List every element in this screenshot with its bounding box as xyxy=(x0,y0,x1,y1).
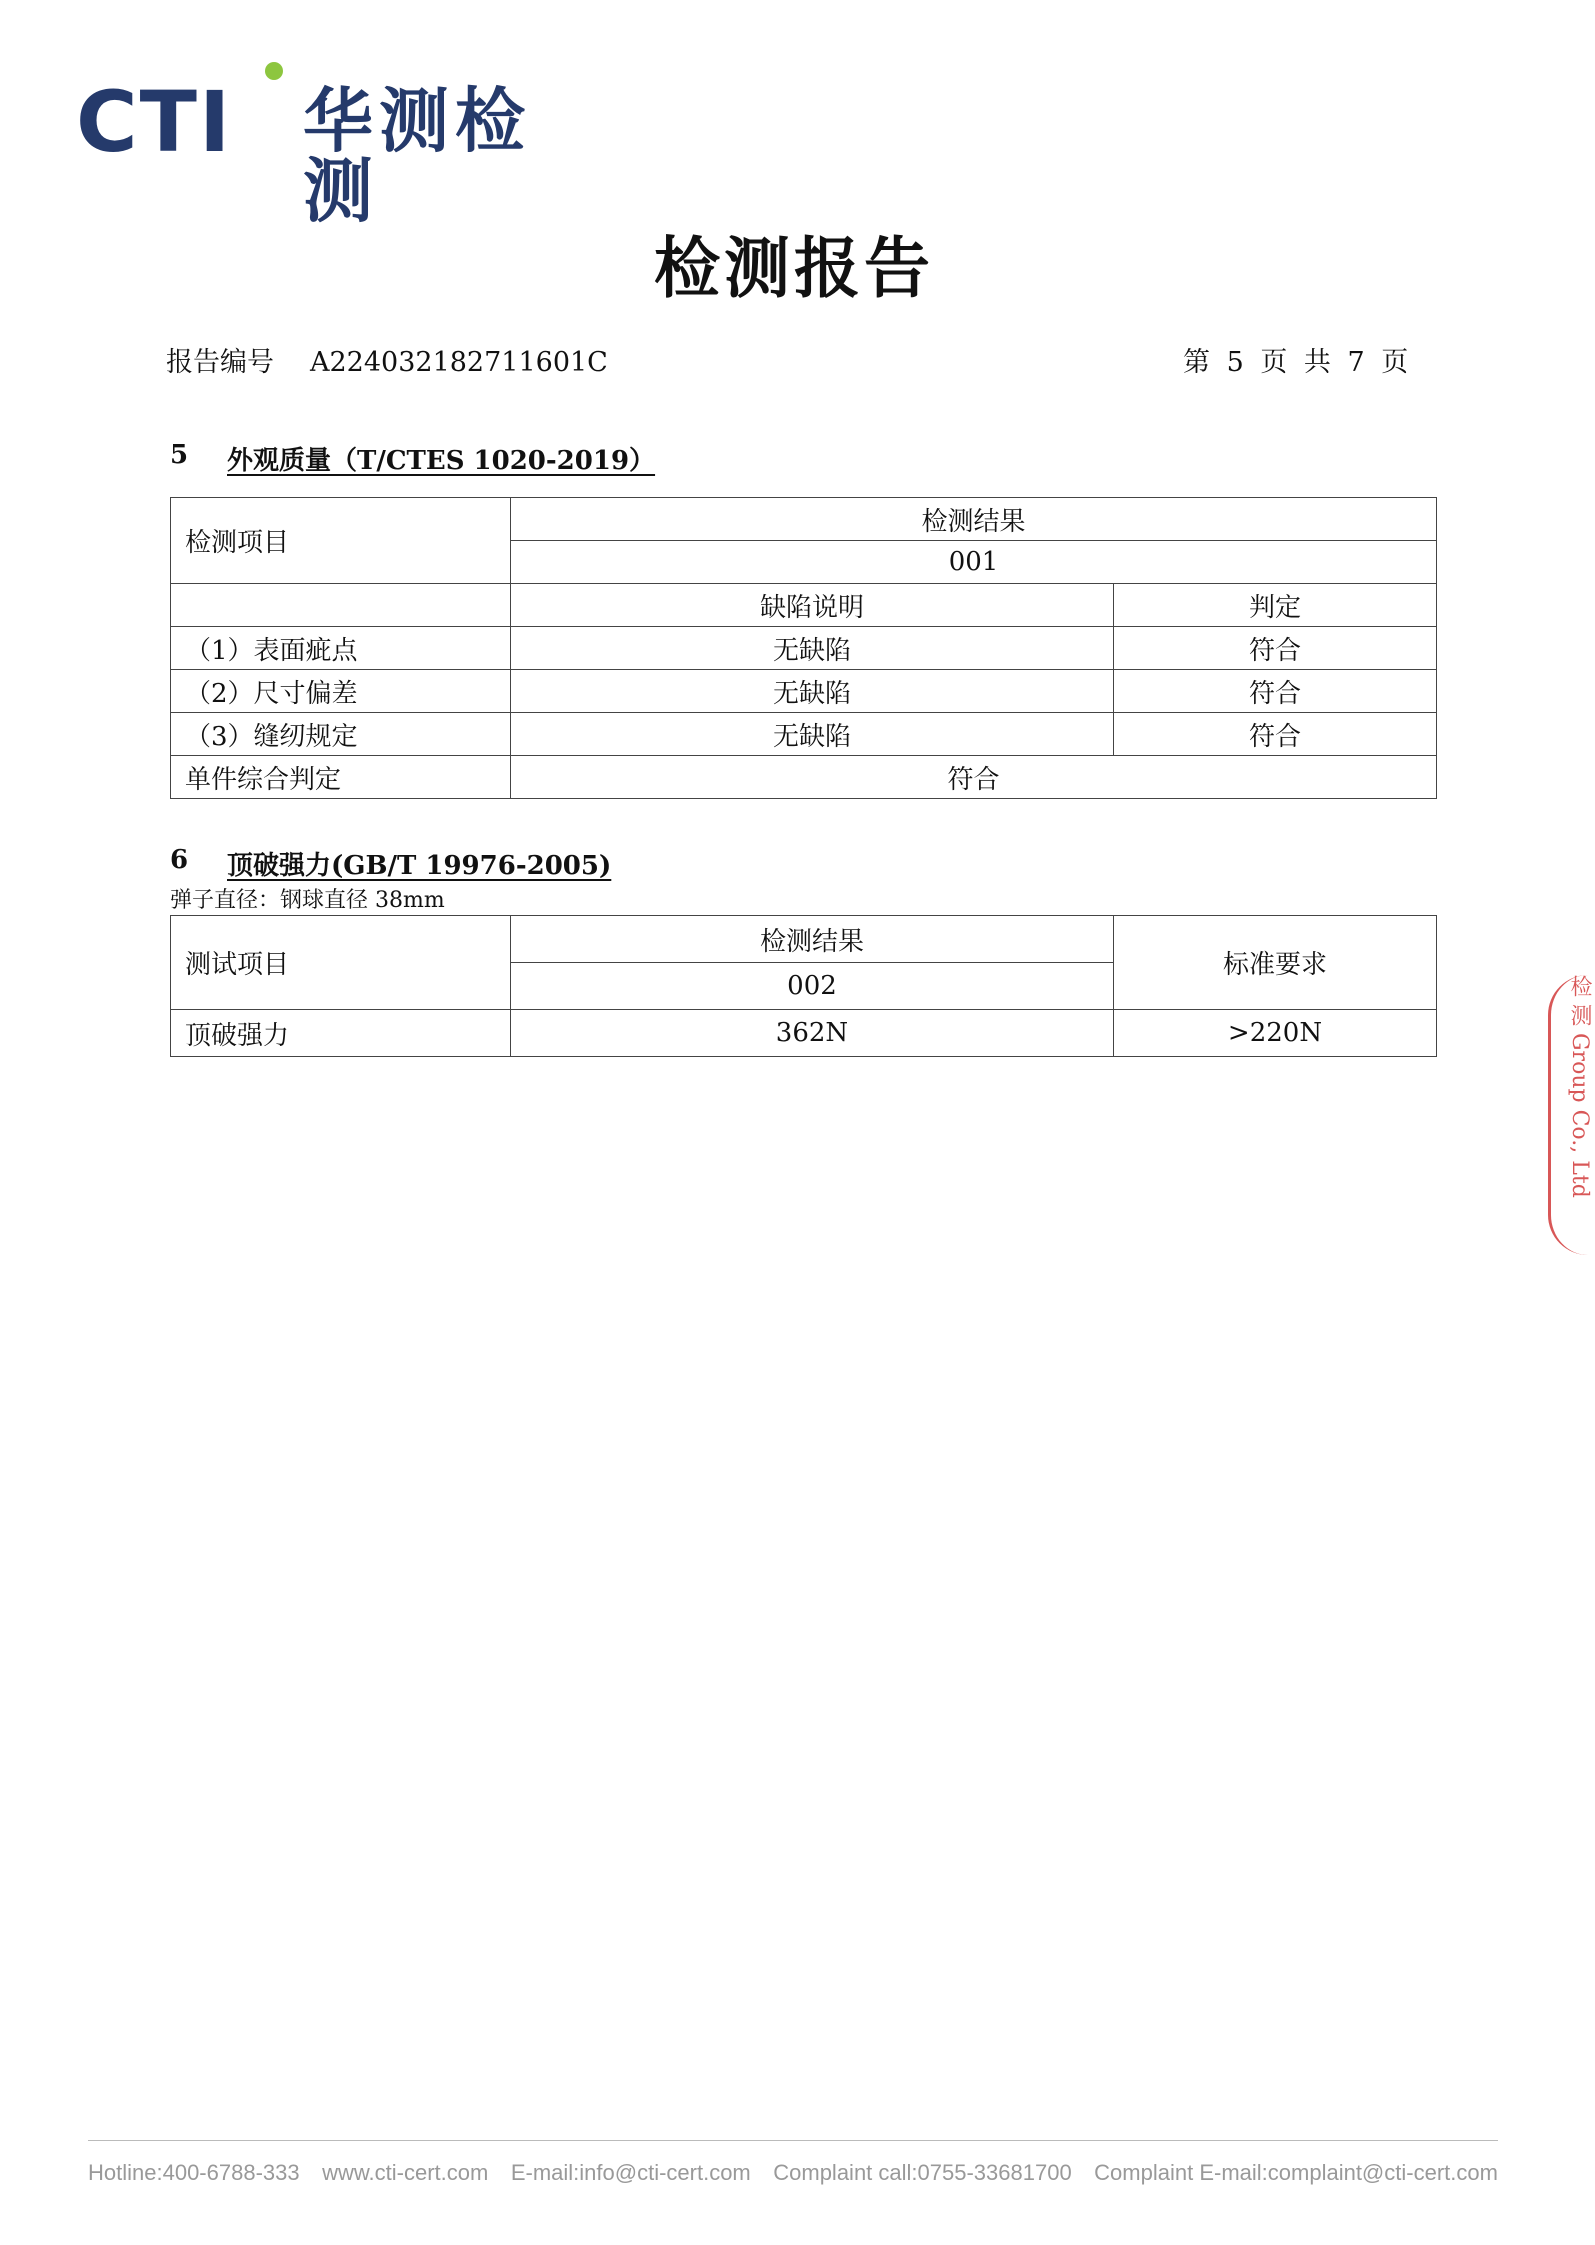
table5-row1-item: （1）表面疵点 xyxy=(171,627,511,670)
report-number xyxy=(166,340,608,379)
section-5-title: 外观质量（T/CTES 1020-2019） xyxy=(227,446,656,476)
table5-overall-value: 符合 xyxy=(511,756,1437,799)
table5-row2-judge: 符合 xyxy=(1114,670,1437,713)
section-5-number: 5 xyxy=(170,440,189,470)
table5-row3-desc: 无缺陷 xyxy=(511,713,1114,756)
table5-row1-desc: 无缺陷 xyxy=(511,627,1114,670)
table5-desc-header: 缺陷说明 xyxy=(511,584,1114,627)
section-6-title: 顶破强力(GB/T 19976-2005) xyxy=(227,851,612,881)
table5-row2-item: （2）尺寸偏差 xyxy=(171,670,511,713)
page-info: 第 5 页 共 7 页 xyxy=(1183,347,1409,378)
table5-judge-header: 判定 xyxy=(1114,584,1437,627)
table6-row-result: 362N xyxy=(511,1010,1114,1057)
page-title: 检测报告 xyxy=(654,230,934,307)
table5-item-header: 检测项目 xyxy=(171,498,511,584)
footer-divider xyxy=(88,2140,1498,2141)
table5-overall-label: 单件综合判定 xyxy=(171,756,511,799)
section-6-number: 6 xyxy=(170,845,189,875)
logo-brand: CTI xyxy=(76,73,233,171)
table5-row3-judge: 符合 xyxy=(1114,713,1437,756)
footer-complaint-call: Complaint call:0755-33681700 xyxy=(773,2160,1072,2185)
section-6-note: 弹子直径：钢球直径 38mm xyxy=(170,888,445,913)
table6-standard-header: 标准要求 xyxy=(1114,916,1437,1010)
table5-blank-cell xyxy=(171,584,511,627)
table5-result-header: 检测结果 xyxy=(511,498,1437,541)
table6-row-item: 顶破强力 xyxy=(171,1010,511,1057)
logo-brand-cn: 华测检测 xyxy=(303,80,531,232)
table-row xyxy=(171,627,1437,670)
table-row xyxy=(171,670,1437,713)
footer-website: www.cti-cert.com xyxy=(322,2160,489,2185)
appearance-quality-table xyxy=(170,497,1437,799)
table5-row1-judge: 符合 xyxy=(1114,627,1437,670)
company-logo xyxy=(76,62,596,232)
report-number-value: A224032182711601C xyxy=(310,347,608,378)
official-stamp: 检 测 Group Co., Ltd xyxy=(1548,975,1595,1255)
footer-complaint-email: Complaint E-mail:complaint@cti-cert.com xyxy=(1094,2160,1498,2185)
table6-row-standard: >220N xyxy=(1114,1010,1437,1057)
table-row xyxy=(171,1010,1437,1057)
footer xyxy=(88,2160,1498,2186)
table-row xyxy=(171,713,1437,756)
table5-sample-id: 001 xyxy=(511,541,1437,584)
table6-result-header: 检测结果 xyxy=(511,916,1114,963)
bursting-strength-table xyxy=(170,915,1437,1057)
logo-dot-icon xyxy=(265,62,283,80)
table5-row3-item: （3）缝纫规定 xyxy=(171,713,511,756)
table6-item-header: 测试项目 xyxy=(171,916,511,1010)
report-number-label: 报告编号 xyxy=(166,347,274,378)
table6-sample-id: 002 xyxy=(511,963,1114,1010)
table5-row2-desc: 无缺陷 xyxy=(511,670,1114,713)
footer-email: E-mail:info@cti-cert.com xyxy=(510,2160,751,2185)
footer-hotline: Hotline:400-6788-333 xyxy=(88,2160,300,2185)
